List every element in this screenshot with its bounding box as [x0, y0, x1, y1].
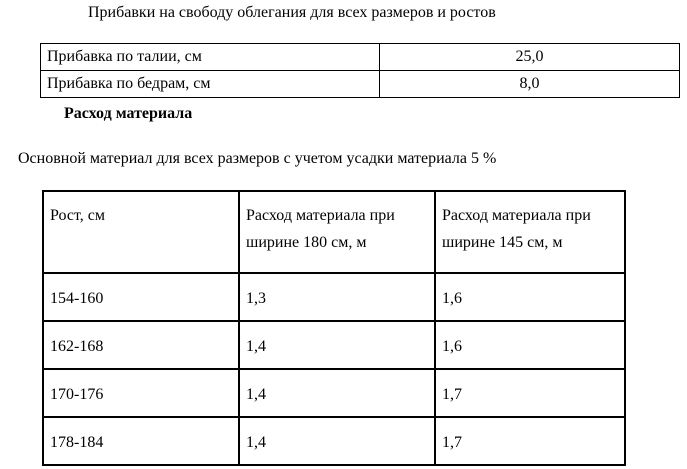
- allowance-label-waist: Прибавка по талии, см: [41, 44, 380, 71]
- cell-width-180: 1,4: [239, 321, 435, 369]
- cell-width-145: 1,7: [435, 417, 625, 465]
- material-consumption-heading: Расход материала: [64, 105, 193, 122]
- allowance-value-waist: 25,0: [380, 44, 680, 71]
- material-consumption-table: [42, 190, 626, 466]
- allowance-label-hips: Прибавка по бедрам, см: [41, 71, 380, 98]
- cell-height: 162-168: [43, 321, 239, 369]
- table-row: [43, 321, 625, 369]
- table-row: [43, 369, 625, 417]
- allowance-table: [40, 43, 680, 98]
- column-header-width-145: Расход материала при ширине 145 см, м: [435, 191, 625, 273]
- cell-width-145: 1,6: [435, 321, 625, 369]
- column-header-width-180: Расход материала при ширине 180 см, м: [239, 191, 435, 273]
- table-row: [43, 273, 625, 321]
- table-row: [41, 44, 680, 71]
- cell-width-180: 1,4: [239, 369, 435, 417]
- allowance-value-hips: 8,0: [380, 71, 680, 98]
- table-row: [43, 417, 625, 465]
- table-row: [41, 71, 680, 98]
- main-material-caption: Основной материал для всех размеров с учетом усадки материала 5 %: [18, 150, 497, 167]
- cell-width-145: 1,6: [435, 273, 625, 321]
- table-header-row: [43, 191, 625, 273]
- cell-width-180: 1,4: [239, 417, 435, 465]
- cell-height: 178-184: [43, 417, 239, 465]
- cell-width-145: 1,7: [435, 369, 625, 417]
- cell-width-180: 1,3: [239, 273, 435, 321]
- column-header-height: Рост, см: [43, 191, 239, 273]
- cell-height: 170-176: [43, 369, 239, 417]
- allowance-heading: Прибавки на свободу облегания для всех размеров и ростов: [88, 4, 496, 21]
- cell-height: 154-160: [43, 273, 239, 321]
